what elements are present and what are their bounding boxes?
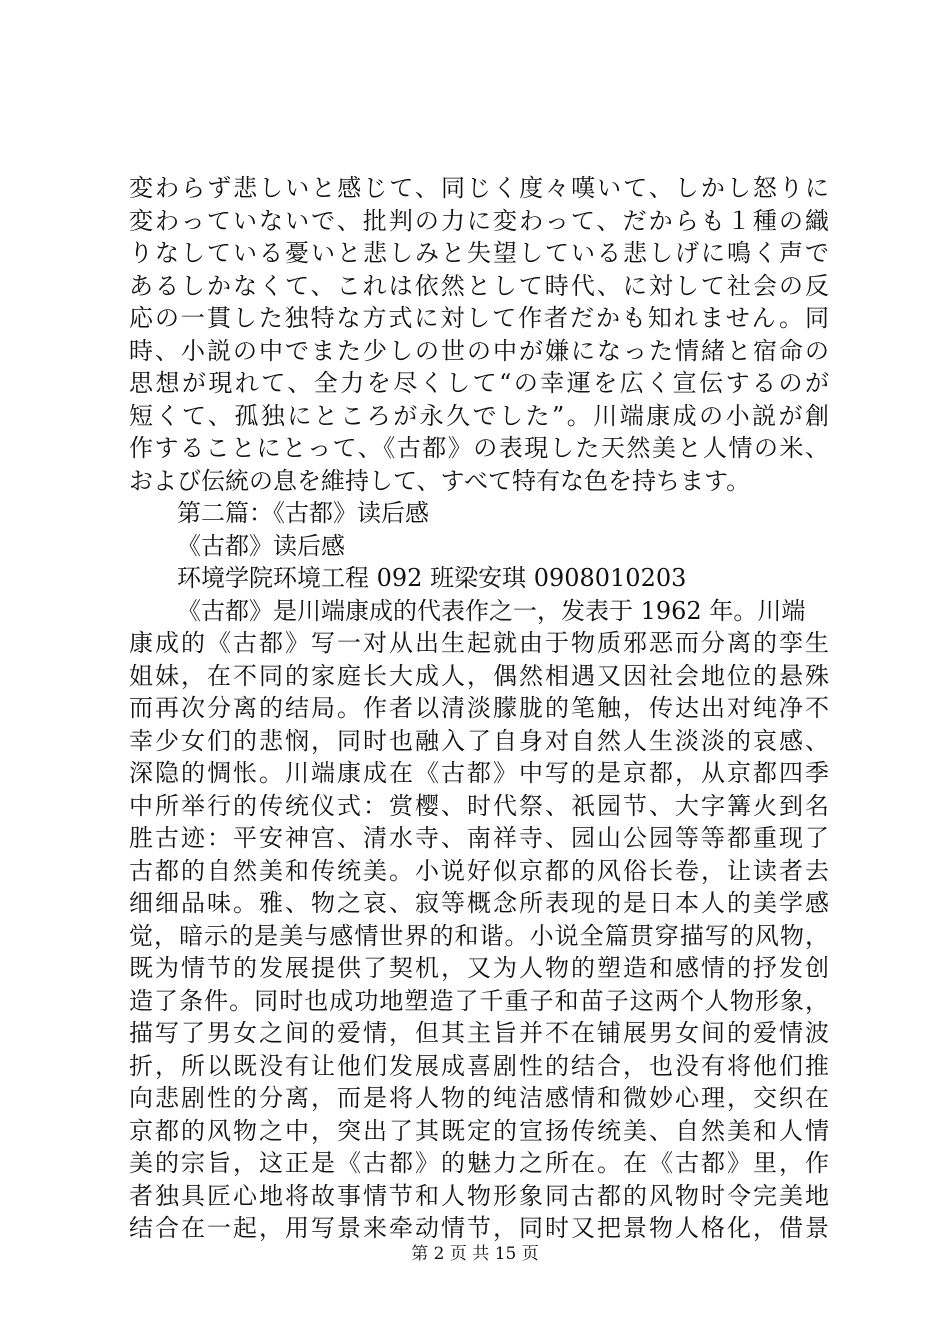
body-line: 変わらず悲しいと感じて、同じく度々嘆いて、しかし怒りに <box>129 174 829 202</box>
section-heading: 第二篇：《古都》读后感 <box>177 499 429 527</box>
body-line: 姐妹，在不同的家庭长大成人，偶然相遇又因社会地位的悬殊 <box>129 661 829 690</box>
body-line: あるしかなくて、これは依然として時代、に対して社会の反 <box>129 271 829 300</box>
body-line: および伝統の息を維持して、すべて特有な色を持ちます。 <box>129 466 751 495</box>
body-line: 美的宗旨，这正是《古都》的魅力之所在。在《古都》里，作 <box>129 1149 829 1177</box>
body-line: 觉，暗示的是美与感情世界的和谐。小说全篇贯穿描写的风物， <box>129 921 829 950</box>
body-line: 向悲剧性的分离，而是将人物的纯洁感情和微妙心理，交织在 <box>129 1084 829 1112</box>
page-number-footer: 第 2 页 共 15 页 <box>411 1244 539 1264</box>
body-line: 短くて、孤独にところが永久でした”。川端康成の小説が創 <box>129 401 829 430</box>
body-line: 者独具匠心地将故事情节和人物形象同古都的风物时令完美地 <box>129 1181 829 1210</box>
body-line: 作することにとって、《古都》の表現した天然美と人情の米、 <box>129 434 829 462</box>
body-line: 変わっていないで、批判の力に変わって、だからも１種の織 <box>129 206 829 235</box>
body-line: 结合在一起，用写景来牵动情节，同时又把景物人格化，借景 <box>129 1214 829 1242</box>
body-line: 既为情节的发展提供了契机，又为人物的塑造和感情的抒发创 <box>129 954 829 982</box>
body-line: 造了条件。同时也成功地塑造了千重子和苗子这两个人物形象， <box>129 986 829 1015</box>
body-line: 胜古迹：平安神宫、清水寺、南祥寺、园山公园等等都重现了 <box>129 824 829 852</box>
body-line: 京都的风物之中，突出了其既定的宣扬传统美、自然美和人情 <box>129 1116 829 1145</box>
body-line: 思想が現れて、全力を尽くして“の幸運を広く宣伝するのが <box>129 369 829 397</box>
body-line: 描写了男女之间的爱情，但其主旨并不在铺展男女间的爱情波 <box>129 1019 829 1047</box>
body-line: 而再次分离的结局。作者以清淡朦胧的笔触，传达出对纯净不 <box>129 694 829 722</box>
body-line: 深隐的惆怅。川端康成在《古都》中写的是京都，从京都四季 <box>129 759 829 787</box>
body-line: 古都的自然美和传统美。小说好似京都的风俗长卷，让读者去 <box>129 856 829 885</box>
body-line: りなしている憂いと悲しみと失望している悲しげに鳴く声で <box>129 239 829 267</box>
article-title: 《古都》读后感 <box>177 531 345 560</box>
body-line: 《古都》是川端康成的代表作之一，发表于 1962 年。川端 <box>177 596 806 625</box>
body-line: 细细品味。雅、物之哀、寂等概念所表现的是日本人的美学感 <box>129 889 829 917</box>
body-line: 幸少女们的悲悯，同时也融入了自身对自然人生淡淡的哀感、 <box>129 726 829 755</box>
body-line: 応の一貫した独特な方式に対して作者だかも知れません。同 <box>129 304 829 332</box>
document-body <box>129 172 829 1245</box>
body-line: 康成的《古都》写一对从出生起就由于物质邪恶而分离的孪生 <box>129 629 829 657</box>
author-line: 环境学院环境工程 092 班梁安琪 0908010203 <box>177 564 687 592</box>
body-line: 中所举行的传统仪式：赏樱、时代祭、祇园节、大字篝火到名 <box>129 791 829 820</box>
body-line: 折，所以既没有让他们发展成喜剧性的结合，也没有将他们推 <box>129 1051 829 1080</box>
body-line: 時、小説の中でまた少しの世の中が嫌になった情緒と宿命の <box>129 336 829 365</box>
